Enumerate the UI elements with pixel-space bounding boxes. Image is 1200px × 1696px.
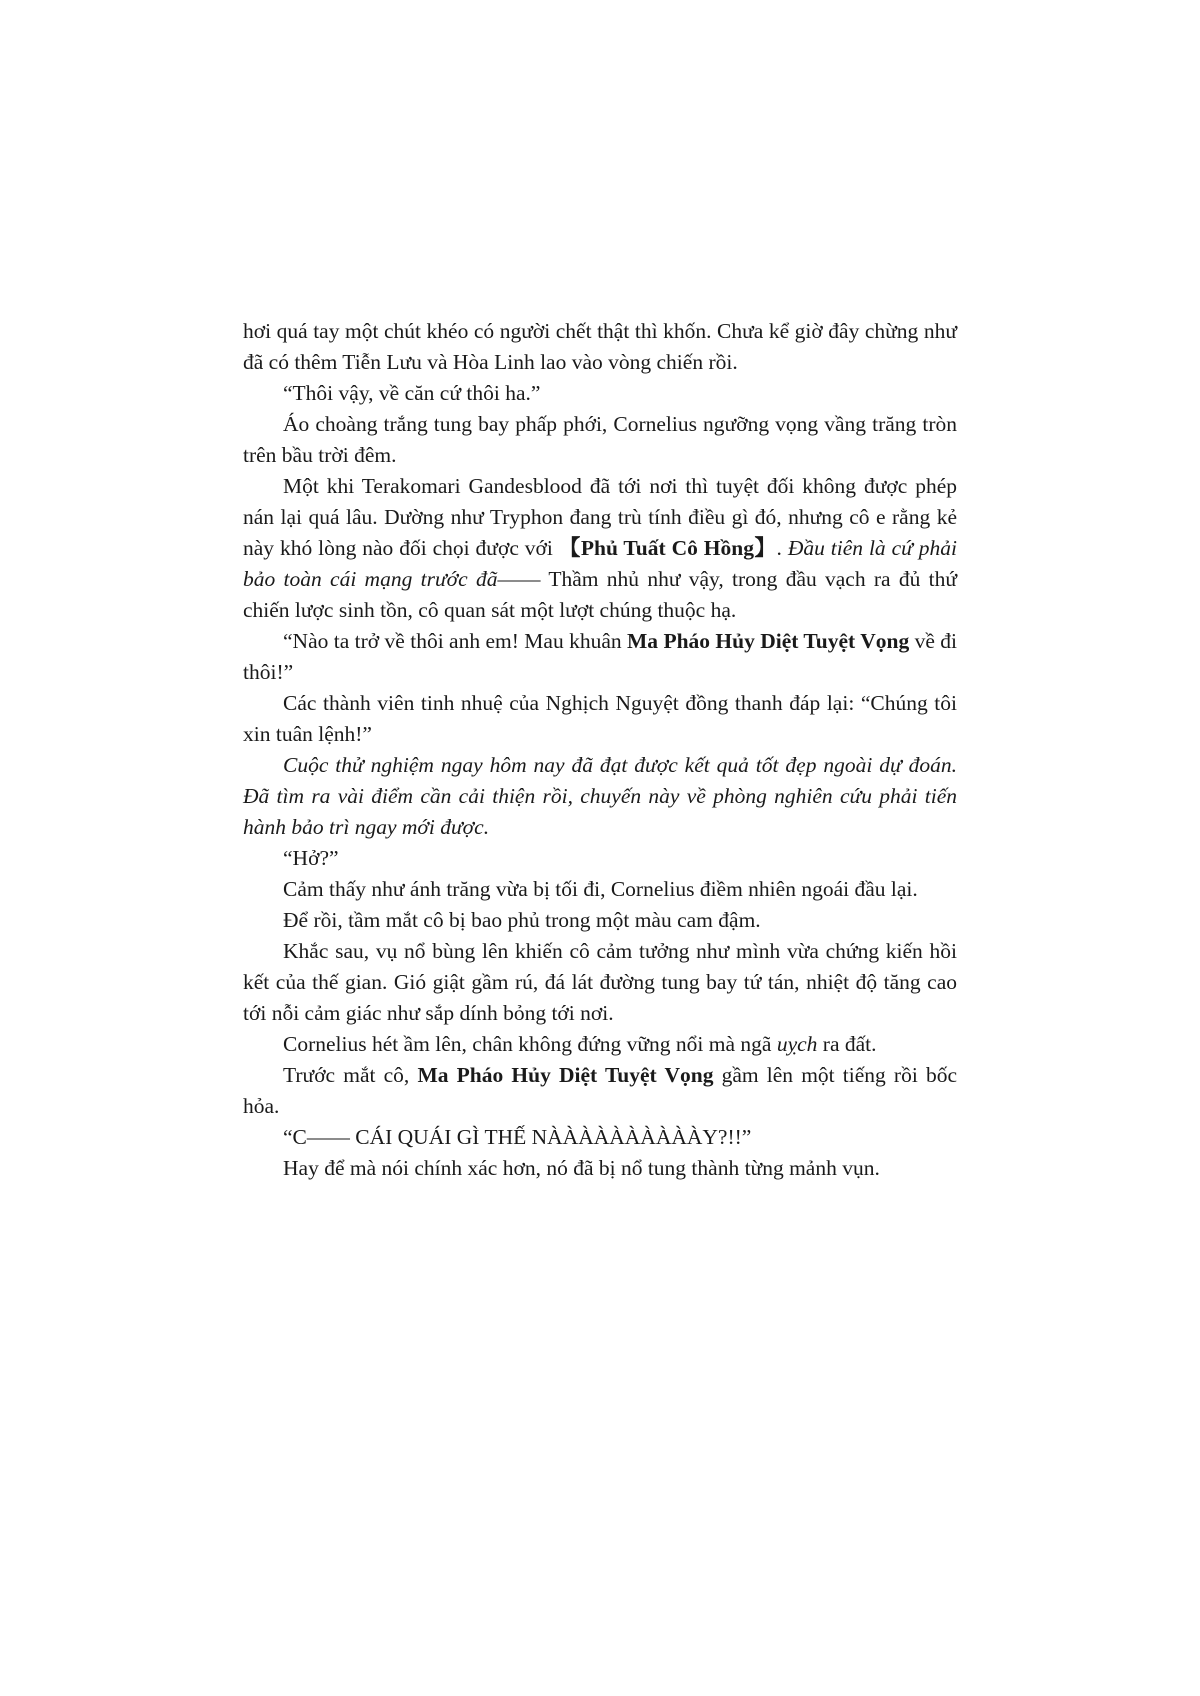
text-segment: Để rồi, tầm mắt cô bị bao phủ trong một màu cam đậm.: [283, 908, 761, 932]
text-segment: Trước mắt cô,: [283, 1063, 418, 1087]
paragraph: [243, 1060, 957, 1122]
text-segment: ra đất.: [817, 1032, 877, 1056]
italic-text: uỵch: [776, 1032, 818, 1056]
paragraph: [243, 750, 957, 843]
text-segment: —— Thầm nhủ như vậy, trong đầu vạch ra đủ thứ chiến lược sinh tồn, cô quan sát một lượt chúng thuộc hạ.: [243, 567, 957, 622]
italic-text: Cuộc thử nghiệm ngay hôm nay đã đạt được kết quả tốt đẹp ngoài dự đoán. Đã tìm ra vài điểm cần cải thiện rồi, chuyến này về phòng nghiên cứu phải tiến hành bảo trì ngay mới được.: [243, 753, 957, 839]
paragraph: [243, 905, 957, 936]
italic-text: Đầu tiên là cứ phải bảo toàn cái mạng trước đã: [243, 536, 957, 591]
bold-text: Ma Pháo Hủy Diệt Tuyệt Vọng: [627, 629, 910, 653]
paragraph: [243, 471, 957, 626]
bold-text: Ma Pháo Hủy Diệt Tuyệt Vọng: [417, 1063, 714, 1087]
paragraph: [243, 688, 957, 750]
text-segment: “Nào ta trở về thôi anh em! Mau khuân: [283, 629, 628, 653]
text-segment: về đi thôi!”: [243, 629, 957, 684]
text-segment: .: [776, 536, 788, 560]
bold-text: 【Phủ Tuất Cô Hồng】: [558, 536, 777, 560]
text-segment: “Thôi vậy, về căn cứ thôi ha.”: [283, 381, 541, 405]
paragraph: [243, 1122, 957, 1153]
paragraph: [243, 316, 957, 378]
page-body-text: [243, 316, 957, 1184]
text-segment: Một khi Terakomari Gandesblood đã tới nơi thì tuyệt đối không được phép nán lại quá lâu. Dường như Tryphon đang trù tính điều gì đó, nhưng cô e rằng kẻ này khó lòng nào đối chọi được với: [243, 474, 957, 560]
text-segment: Cảm thấy như ánh trăng vừa bị tối đi, Cornelius điềm nhiên ngoái đầu lại.: [283, 877, 918, 901]
paragraph: [243, 874, 957, 905]
text-segment: “Hở?”: [283, 846, 339, 870]
paragraph: [243, 843, 957, 874]
text-segment: Khắc sau, vụ nổ bùng lên khiến cô cảm tưởng như mình vừa chứng kiến hồi kết của thế gian. Gió giật gầm rú, đá lát đường tung bay tứ tán, nhiệt độ tăng cao tới nỗi cảm giác như sắp dính bỏng tới nơi.: [243, 939, 957, 1025]
paragraph: [243, 1029, 957, 1060]
text-segment: gầm lên một tiếng rồi bốc hỏa.: [243, 1063, 958, 1118]
text-segment: hơi quá tay một chút khéo có người chết thật thì khốn. Chưa kể giờ đây chừng như đã có thêm Tiễn Lưu và Hòa Linh lao vào vòng chiến rồi.: [243, 319, 957, 374]
text-segment: Áo choàng trắng tung bay phấp phới, Cornelius ngưỡng vọng vầng trăng tròn trên bầu trời đêm.: [243, 412, 957, 467]
paragraph: [243, 378, 957, 409]
text-segment: “C—— CÁI QUÁI GÌ THẾ NÀÀÀÀÀÀÀÀÀÀY?!!”: [283, 1125, 752, 1149]
text-segment: Hay để mà nói chính xác hơn, nó đã bị nổ tung thành từng mảnh vụn.: [283, 1156, 880, 1180]
paragraph: [243, 1153, 957, 1184]
paragraph: [243, 626, 957, 688]
paragraph: [243, 409, 957, 471]
text-segment: Các thành viên tinh nhuệ của Nghịch Nguyệt đồng thanh đáp lại: “Chúng tôi xin tuân lệnh!”: [243, 691, 957, 746]
text-segment: Cornelius hét ầm lên, chân không đứng vững nổi mà ngã: [283, 1032, 777, 1056]
paragraph: [243, 936, 957, 1029]
